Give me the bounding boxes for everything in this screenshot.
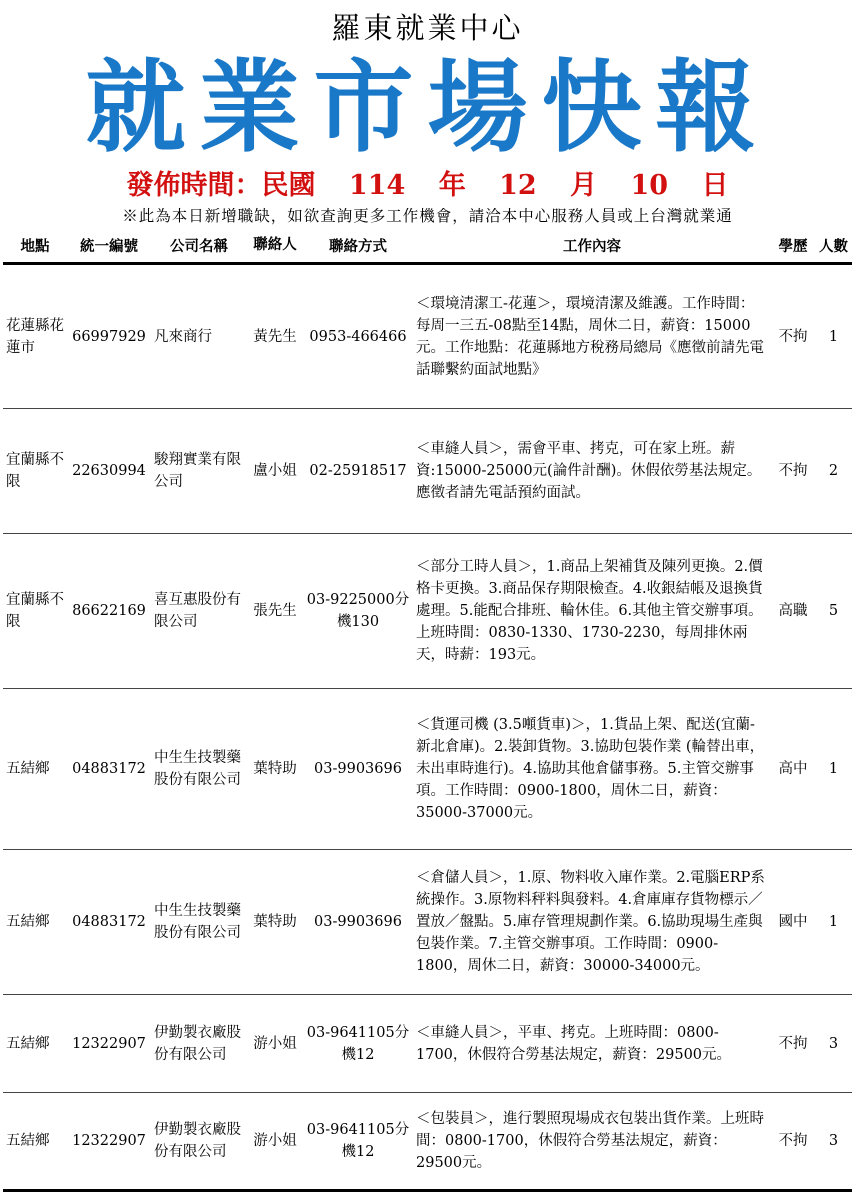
- cell-contact-person: 盧小姐: [247, 409, 303, 534]
- cell-count: 2: [815, 409, 852, 534]
- jobs-table: [3, 228, 852, 1192]
- cell-description: ＜環境清潔工-花蓮＞，環境清潔及維護。工作時間：每周一三五-08點至14點，周休二日，薪資：15000元。工作地點：花蓮縣地方稅務局總局《應徵前請先電話聯繫約面試地點》: [413, 264, 771, 409]
- cell-count: 5: [815, 534, 852, 689]
- column-header-contact-person: 聯絡人: [247, 228, 303, 264]
- notice: ※此為本日新增職缺，如欲查詢更多工作機會，請洽本中心服務人員或上台灣就業通: [122, 207, 733, 225]
- cell-phone: 03-9903696: [303, 689, 413, 850]
- cell-location: 花蓮縣花蓮市: [3, 264, 67, 409]
- publish-day-unit: 日: [701, 170, 729, 201]
- cell-company: 伊勤製衣廠股份有限公司: [151, 995, 247, 1093]
- cell-contact-person: 張先生: [247, 534, 303, 689]
- table-row: [3, 995, 852, 1093]
- cell-contact-person: 黃先生: [247, 264, 303, 409]
- cell-company: 中生生技製藥股份有限公司: [151, 689, 247, 850]
- cell-location: 五結鄉: [3, 1093, 67, 1191]
- cell-count: 1: [815, 264, 852, 409]
- cell-education: 高職: [771, 534, 815, 689]
- cell-description: ＜車縫人員＞，需會平車、拷克，可在家上班。薪資:15000-25000元(論件計酬)。休假依勞基法規定。應徵者請先電話預約面試。: [413, 409, 771, 534]
- cell-location: 宜蘭縣不限: [3, 534, 67, 689]
- cell-tax-id: 86622169: [67, 534, 151, 689]
- cell-description: ＜包裝員＞，進行製照現場成衣包裝出貨作業。上班時間：0800-1700，休假符合勞基法規定，薪資：29500元。: [413, 1093, 771, 1191]
- cell-contact-person: 葉特助: [247, 850, 303, 995]
- publish-month-unit: 月: [570, 170, 598, 201]
- cell-tax-id: 22630994: [67, 409, 151, 534]
- cell-contact-person: 葉特助: [247, 689, 303, 850]
- cell-count: 1: [815, 850, 852, 995]
- table-header-row: [3, 228, 852, 264]
- cell-education: 不拘: [771, 995, 815, 1093]
- cell-location: 五結鄉: [3, 995, 67, 1093]
- cell-phone: 03-9641105分機12: [303, 1093, 413, 1191]
- cell-education: 不拘: [771, 1093, 815, 1191]
- cell-education: 不拘: [771, 409, 815, 534]
- bulletin-title: 就業市場快報: [85, 49, 770, 166]
- cell-company: 喜互惠股份有限公司: [151, 534, 247, 689]
- column-header-tax-id: 統一編號: [67, 228, 151, 264]
- column-header-phone: 聯絡方式: [303, 228, 413, 264]
- center-name: 羅東就業中心: [331, 11, 524, 45]
- column-header-description: 工作內容: [413, 228, 771, 264]
- cell-count: 1: [815, 689, 852, 850]
- cell-tax-id: 04883172: [67, 850, 151, 995]
- cell-tax-id: 12322907: [67, 995, 151, 1093]
- cell-phone: 03-9903696: [303, 850, 413, 995]
- cell-education: 高中: [771, 689, 815, 850]
- table-row: [3, 850, 852, 995]
- cell-description: ＜車縫人員＞，平車、拷克。上班時間：0800-1700，休假符合勞基法規定，薪資：29500元。: [413, 995, 771, 1093]
- cell-tax-id: 66997929: [67, 264, 151, 409]
- publish-label: 發佈時間：民國: [126, 170, 316, 201]
- cell-description: ＜部分工時人員＞，1.商品上架補貨及陳列更換。2.價格卡更換。3.商品保存期限檢查。4.收銀結帳及退換貨處理。5.能配合排班、輪休佳。6.其他主管交辦事項。上班時間：0830-1330、1730-2230，每周排休兩天，時薪：193元。: [413, 534, 771, 689]
- cell-company: 伊勤製衣廠股份有限公司: [151, 1093, 247, 1191]
- cell-contact-person: 游小姐: [247, 1093, 303, 1191]
- cell-company: 凡來商行: [151, 264, 247, 409]
- publish-date: [0, 163, 855, 202]
- publish-year: 114: [348, 170, 406, 201]
- cell-phone: 03-9641105分機12: [303, 995, 413, 1093]
- cell-location: 五結鄉: [3, 689, 67, 850]
- table-row: [3, 534, 852, 689]
- cell-description: ＜貨運司機 (3.5噸貨車)＞，1.貨品上架、配送(宜蘭-新北倉庫)。2.裝卸貨物。3.協助包裝作業 (輪替出車，未出車時進行)。4.協助其他倉儲事務。5.主管交辦事項。工作時間：0900-1800，周休二日，薪資：35000-37000元。: [413, 689, 771, 850]
- cell-phone: 0953-466466: [303, 264, 413, 409]
- cell-count: 3: [815, 995, 852, 1093]
- cell-tax-id: 04883172: [67, 689, 151, 850]
- cell-education: 國中: [771, 850, 815, 995]
- column-header-location: 地點: [3, 228, 67, 264]
- publish-day: 10: [630, 170, 669, 201]
- cell-company: 駿翔實業有限公司: [151, 409, 247, 534]
- table-row: [3, 1093, 852, 1191]
- cell-phone: 02-25918517: [303, 409, 413, 534]
- column-header-company: 公司名稱: [151, 228, 247, 264]
- cell-tax-id: 12322907: [67, 1093, 151, 1191]
- table-row: [3, 264, 852, 409]
- publish-year-unit: 年: [438, 170, 466, 201]
- cell-education: 不拘: [771, 264, 815, 409]
- column-header-count: 人數: [815, 228, 852, 264]
- cell-phone: 03-9225000分機130: [303, 534, 413, 689]
- cell-location: 宜蘭縣不限: [3, 409, 67, 534]
- table-row: [3, 409, 852, 534]
- cell-company: 中生生技製藥股份有限公司: [151, 850, 247, 995]
- cell-contact-person: 游小姐: [247, 995, 303, 1093]
- table-row: [3, 689, 852, 850]
- cell-location: 五結鄉: [3, 850, 67, 995]
- cell-count: 3: [815, 1093, 852, 1191]
- publish-month: 12: [499, 170, 537, 201]
- column-header-education: 學歷: [771, 228, 815, 264]
- cell-description: ＜倉儲人員＞，1.原、物料收入庫作業。2.電腦ERP系統操作。3.原物料秤料與發料。4.倉庫庫存貨物標示／置放／盤點。5.庫存管理規劃作業。6.協助現場生產與包裝作業。7.主管交辦事項。工作時間：0900-1800，周休二日，薪資：30000-34000元。: [413, 850, 771, 995]
